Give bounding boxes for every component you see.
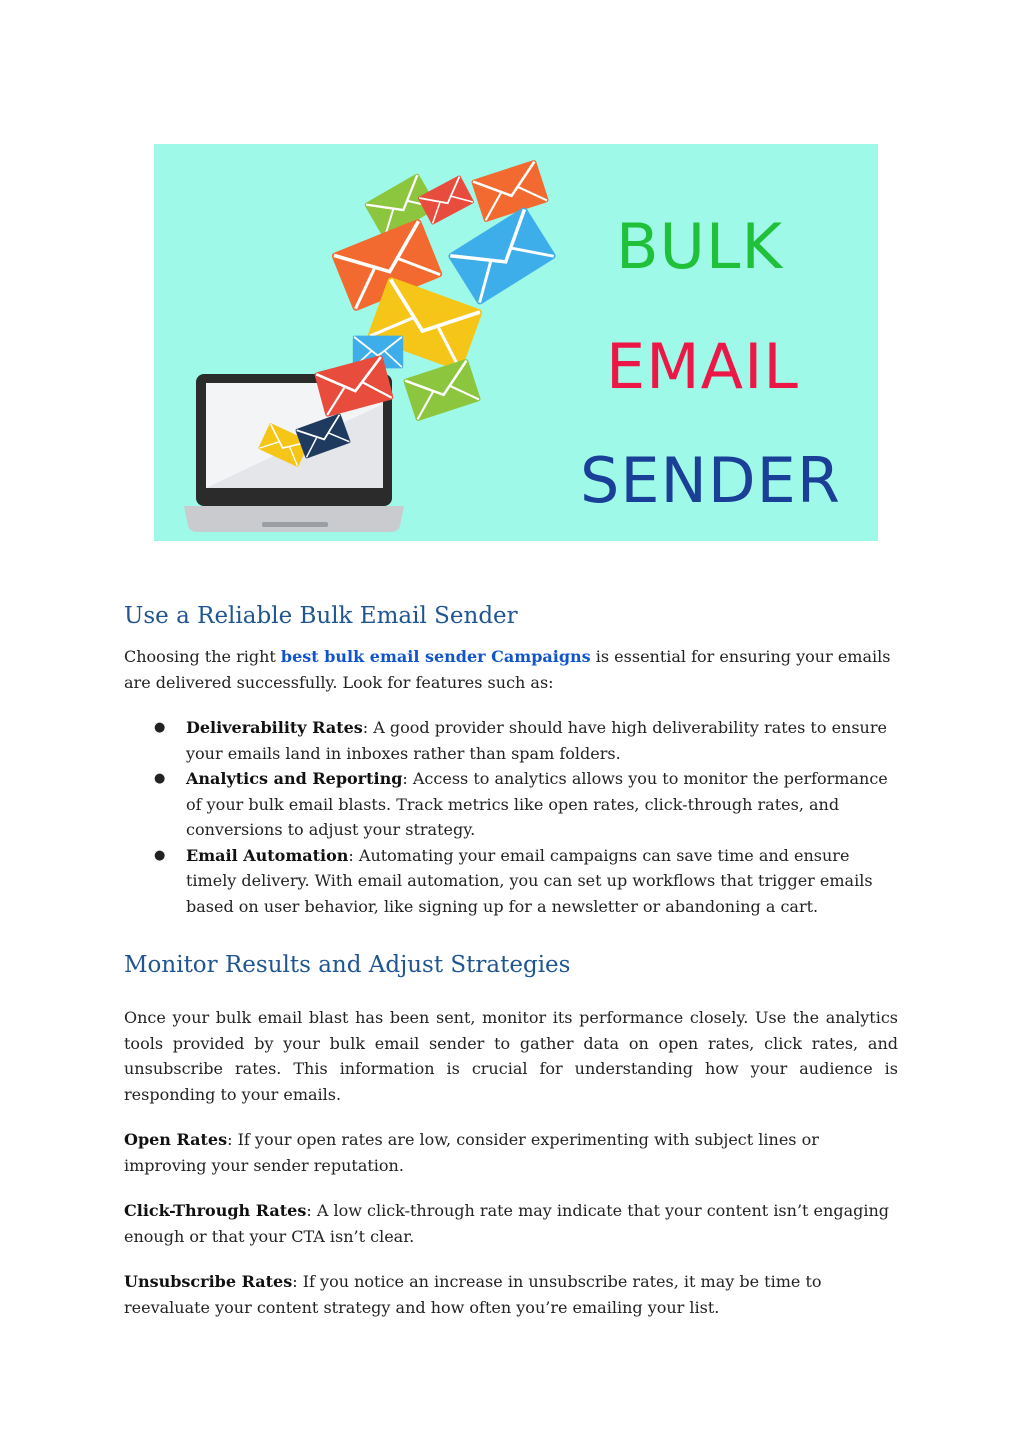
metric-click-through-rates [124, 1198, 898, 1249]
metric-text: : A low click-through rate may indicate that your content isn’t engaging enough or that your CTA isn’t clear. [124, 1201, 890, 1246]
metric-term: Click-Through Rates [124, 1201, 307, 1220]
intro-text-before: Choosing the right [124, 647, 281, 666]
feature-term: Email Automation [186, 845, 349, 865]
metric-open-rates [124, 1127, 898, 1178]
feature-text: : A good provider should have high deliverability rates to ensure your emails land in inboxes rather than spam folders. [186, 718, 887, 763]
section-heading-monitor-results: Monitor Results and Adjust Strategies [124, 952, 571, 978]
monitor-paragraph: Once your bulk email blast has been sent, monitor its performance closely. Use the analytics tools provided by your bulk email sender to gather data on open rates, click rates, and unsubscribe rates. This information is crucial for understanding how your audience is responding to your emails. [124, 1008, 898, 1104]
bullet-icon: ● [154, 771, 166, 786]
intro-paragraph [124, 644, 898, 695]
metric-text: : If you notice an increase in unsubscribe rates, it may be time to reevaluate your content strategy and how often you’re emailing your list. [124, 1272, 822, 1317]
bullet-icon: ● [154, 720, 166, 735]
list-item [124, 766, 898, 843]
feature-list [124, 715, 898, 919]
metric-unsubscribe-rates [124, 1269, 898, 1320]
metric-term: Open Rates [124, 1130, 228, 1149]
banner-title-sender: SENDER [580, 444, 841, 517]
list-item [124, 715, 898, 766]
intro-text-after: is essential for ensuring your emails are delivered successfully. Look for features such as: [124, 647, 891, 692]
list-item [124, 843, 898, 920]
banner-title-bulk: BULK [616, 210, 784, 283]
feature-text: : Access to analytics allows you to monitor the performance of your bulk email blasts. Track metrics like open rates, click-through rates, and conversions to adjust your strategy. [186, 769, 888, 839]
feature-term: Deliverability Rates [186, 718, 363, 737]
article-body [124, 600, 898, 1320]
best-bulk-email-sender-link[interactable]: best bulk email sender Campaigns [280, 647, 591, 666]
bulk-email-banner [154, 144, 878, 541]
metric-term: Unsubscribe Rates [124, 1272, 293, 1291]
banner-title-email: EMAIL [606, 330, 799, 403]
feature-term: Analytics and Reporting [186, 769, 403, 788]
feature-text: : Automating your email campaigns can save time and ensure timely delivery. With email automation, you can set up workflows that trigger emails based on user behavior, like signing up for a newsletter or abandoning a cart. [186, 845, 873, 916]
bullet-icon: ● [154, 847, 166, 863]
metric-text: : If your open rates are low, consider experimenting with subject lines or improving your sender reputation. [124, 1130, 819, 1175]
section-heading-reliable-sender: Use a Reliable Bulk Email Sender [124, 603, 518, 629]
